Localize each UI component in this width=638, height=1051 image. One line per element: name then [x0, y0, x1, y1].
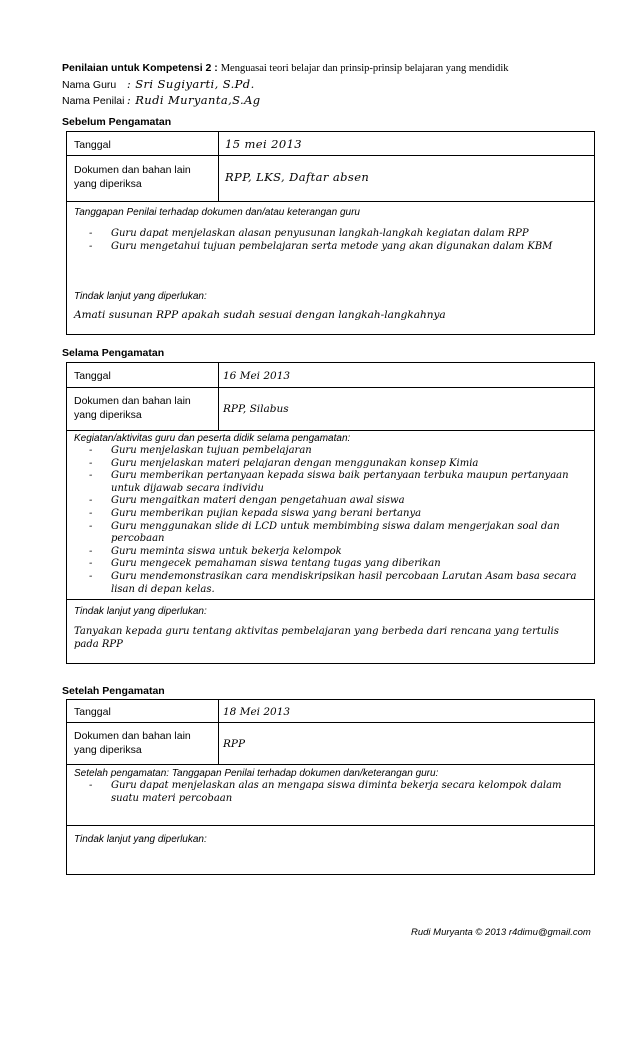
section-title-before: Sebelum Pengamatan: [62, 116, 172, 128]
after-response-title: Setelah pengamatan: Tanggapan Penilai terhadap dokumen dan/keterangan guru:: [74, 768, 439, 779]
list-item: - Guru mendemonstrasikan cara mendiskripsikan hasil percobaan Larutan Asam basa secara lisan di depan kelas.: [67, 571, 577, 596]
competency-line: [62, 60, 509, 77]
list-item: - Guru meminta siswa untuk bekerja kelompok: [67, 546, 577, 559]
after-date-value: 18 Mei 2013: [223, 706, 291, 718]
teacher-label: Nama Guru: [62, 79, 117, 91]
list-item: - Guru mengaitkan materi dengan pengetahuan awal siswa: [67, 495, 577, 508]
during-activity-title: Kegiatan/aktivitas guru dan peserta didik selama pengamatan:: [74, 433, 351, 444]
during-docs-label: Dokumen dan bahan lain yang diperiksa: [74, 395, 191, 421]
before-docs-label: Dokumen dan bahan lain yang diperiksa: [74, 164, 191, 190]
list-item: - Guru menjelaskan tujuan pembelajaran: [67, 445, 577, 458]
during-docs-value: RPP, Silabus: [223, 403, 289, 415]
competency-text: Menguasai teori belajar dan prinsip-prinsip belajaran yang mendidik: [220, 63, 509, 74]
assessor-line: [62, 92, 261, 109]
list-item: - Guru menjelaskan materi pelajaran dengan menggunakan konsep Kimia: [67, 458, 577, 471]
assessor-label: Nama Penilai: [62, 95, 125, 107]
after-docs-value: RPP: [223, 738, 246, 750]
during-followup-text: Tanyakan kepada guru tentang aktivitas pembelajaran yang berbeda dari rencana yang tertulis pada RPP: [74, 626, 559, 650]
before-date-value: 15 mei 2013: [225, 137, 302, 151]
before-response-title: Tanggapan Penilai terhadap dokumen dan/atau keterangan guru: [74, 207, 360, 218]
before-table: [66, 131, 595, 335]
during-followup-title: Tindak lanjut yang diperlukan:: [74, 606, 207, 617]
list-item: - Guru dapat menjelaskan alasan penyusunan langkah-langkah kegiatan dalam RPP: [67, 228, 577, 241]
list-item: - Guru dapat menjelaskan alas an mengapa siswa diminta bekerja secara kelompok dalam suatu materi percobaan: [67, 780, 577, 805]
section-title-after: Setelah Pengamatan: [62, 685, 165, 697]
before-followup-text: Amati susunan RPP apakah sudah sesuai dengan langkah-langkahnya: [74, 309, 446, 321]
during-items: [67, 445, 577, 596]
list-item: - Guru mengetahui tujuan pembelajaran serta metode yang akan digunakan dalam KBM: [67, 241, 577, 254]
teacher-line: [62, 76, 255, 93]
after-docs-label: Dokumen dan bahan lain yang diperiksa: [74, 730, 191, 756]
section-title-during: Selama Pengamatan: [62, 347, 165, 359]
after-items: [67, 780, 577, 805]
list-item: - Guru mengecek pemahaman siswa tentang tugas yang diberikan: [67, 558, 577, 571]
assessor-value: : Rudi Muryanta,S.Ag: [126, 93, 261, 107]
after-response-list: [67, 780, 577, 805]
before-followup-title: Tindak lanjut yang diperlukan:: [74, 291, 207, 302]
before-response-list: [67, 228, 577, 253]
during-date-value: 16 Mei 2013: [223, 370, 291, 382]
after-date-label: Tanggal: [74, 706, 111, 718]
teacher-value: : Sri Sugiyarti, S.Pd.: [126, 77, 255, 91]
after-table: [66, 699, 595, 875]
after-followup-title: Tindak lanjut yang diperlukan:: [74, 834, 207, 845]
list-item: - Guru memberikan pertanyaan kepada siswa baik pertanyaan terbuka maupun pertanyaan untuk dijawab secara individu: [67, 470, 577, 495]
footer-credit: Rudi Muryanta © 2013 r4dimu@gmail.com: [411, 927, 591, 938]
before-docs-value: RPP, LKS, Daftar absen: [225, 170, 370, 184]
during-table: [66, 362, 595, 664]
before-items: [67, 228, 577, 253]
during-activity-list: [67, 445, 577, 596]
during-date-label: Tanggal: [74, 370, 111, 382]
competency-label: Penilaian untuk Kompetensi 2 :: [62, 62, 218, 74]
list-item: - Guru menggunakan slide di LCD untuk membimbing siswa dalam mengerjakan soal dan percobaan: [67, 521, 577, 546]
before-date-label: Tanggal: [74, 139, 111, 151]
list-item: - Guru memberikan pujian kepada siswa yang berani bertanya: [67, 508, 577, 521]
